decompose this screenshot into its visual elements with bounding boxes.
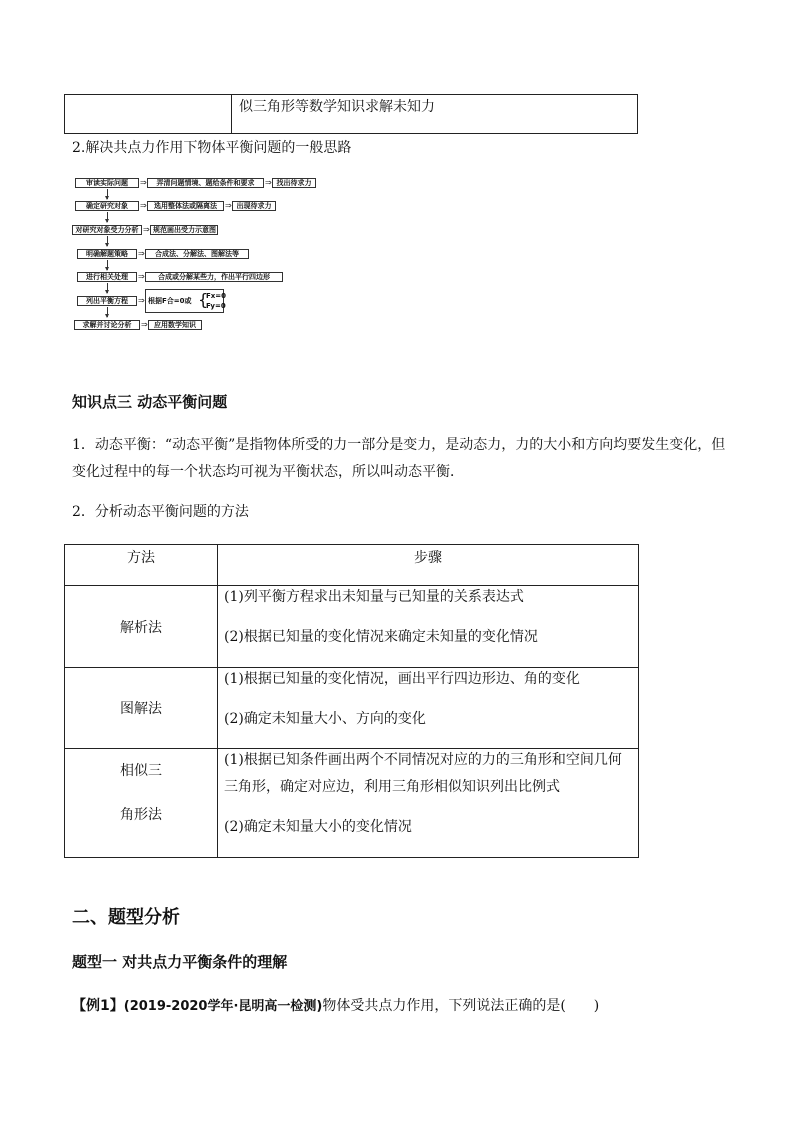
equation-fx: Fx=0 xyxy=(206,292,227,300)
example-tag: 【例1】 xyxy=(72,998,124,1014)
steps-cell xyxy=(218,749,639,858)
flow-step-5: 进行相关处理 xyxy=(77,272,137,282)
flow-arrow: ⇒ xyxy=(140,178,147,187)
flow-detail-1: 弄清问题情境、题给条件和要求 xyxy=(147,178,264,188)
flow-arrow: ⇒ xyxy=(141,320,148,329)
steps-cell xyxy=(218,668,639,749)
steps-cell xyxy=(218,586,639,668)
flow-detail-2: 选用整体法或隔离法 xyxy=(147,201,224,211)
flow-step-4: 明确解题策略 xyxy=(77,249,137,259)
example-source: (2019-2020学年·昆明高一检测) xyxy=(123,999,323,1014)
table-cell: 似三角形等数学知识求解未知力 xyxy=(239,99,435,115)
flow-down-arrow xyxy=(107,236,108,246)
equation-fy: Fy=0 xyxy=(206,302,226,310)
step-line: 三角形，确定对应边，利用三角形相似知识列出比例式 xyxy=(224,779,560,795)
flow-result-1: 找出待求力 xyxy=(272,178,316,188)
method-cell: 图解法 xyxy=(65,668,218,749)
flow-down-arrow xyxy=(107,212,108,222)
flow-arrow: ⇒ xyxy=(225,201,232,210)
flow-equation-label: 根据F合=0或 xyxy=(148,297,192,305)
brace-icon: { xyxy=(198,290,209,309)
table-row xyxy=(65,668,639,749)
kp3-para1-line2: 变化过程中的每一个状态均可视为平衡状态，所以叫动态平衡． xyxy=(72,464,464,480)
flow-down-arrow xyxy=(107,189,108,199)
section-2-title: 2.解决共点力作用下物体平衡问题的一般思路 xyxy=(72,140,352,156)
flow-arrow: ⇒ xyxy=(140,201,147,210)
flow-detail-4: 合成法、分解法、图解法等 xyxy=(145,249,249,259)
flow-down-arrow xyxy=(107,283,108,293)
kp3-para1-line1: 1．动态平衡：“动态平衡”是指物体所受的力一部分是变力，是动态力，力的大小和方向均要发生变化，但 xyxy=(72,437,726,453)
example-1 xyxy=(72,996,599,1017)
flow-arrow: ⇒ xyxy=(265,178,272,187)
step-line: (2)确定未知量大小的变化情况 xyxy=(224,819,412,835)
flow-detail-3: 规范画出受力示意图 xyxy=(150,225,218,235)
flow-arrow: ⇒ xyxy=(143,225,150,234)
method-line: 角形法 xyxy=(120,807,162,823)
flow-step-7: 求解并讨论分析 xyxy=(74,320,140,330)
table-header-row xyxy=(65,545,639,586)
kp3-para2: 2．分析动态平衡问题的方法 xyxy=(72,504,249,520)
step-line: (2)根据已知量的变化情况来确定未知量的变化情况 xyxy=(224,629,538,645)
table-row xyxy=(65,586,639,668)
flow-detail-6 xyxy=(145,289,227,313)
flow-step-2: 确定研究对象 xyxy=(75,201,139,211)
example-question: 物体受共点力作用，下列说法正确的是( ) xyxy=(322,998,600,1014)
header-steps: 步骤 xyxy=(218,545,639,586)
flow-detail-7: 应用数学知识 xyxy=(148,320,202,330)
table-row xyxy=(65,749,639,858)
header-method: 方法 xyxy=(65,545,218,586)
flow-arrow: ⇒ xyxy=(138,296,145,305)
part2-title: 二、题型分析 xyxy=(72,907,180,928)
step-line: (1)列平衡方程求出未知量与已知量的关系表达式 xyxy=(224,589,524,605)
flow-step-1: 审读实际问题 xyxy=(75,178,139,188)
flow-down-arrow xyxy=(107,307,108,317)
kp3-title: 知识点三 动态平衡问题 xyxy=(72,393,228,411)
flow-arrow: ⇒ xyxy=(138,249,145,258)
method-line: 相似三 xyxy=(120,763,162,779)
type1-title: 题型一 对共点力平衡条件的理解 xyxy=(72,953,288,971)
step-line: (1)根据已知条件画出两个不同情况对应的力的三角形和空间几何 xyxy=(224,752,622,768)
flow-arrow: ⇒ xyxy=(138,272,145,281)
flow-result-2: 出现待求力 xyxy=(232,201,276,211)
flowchart xyxy=(0,0,794,340)
method-cell: 解析法 xyxy=(65,586,218,668)
flow-step-6: 列出平衡方程 xyxy=(77,296,137,306)
flow-detail-5: 合成或分解某些力，作出平行四边形 xyxy=(145,272,283,282)
flow-down-arrow xyxy=(107,260,108,270)
method-cell xyxy=(65,749,218,858)
method-table xyxy=(64,544,639,858)
step-line: (2)确定未知量大小、方向的变化 xyxy=(224,711,426,727)
step-line: (1)根据已知量的变化情况，画出平行四边形边、角的变化 xyxy=(224,671,580,687)
flow-step-3: 对研究对象受力分析 xyxy=(72,225,142,235)
